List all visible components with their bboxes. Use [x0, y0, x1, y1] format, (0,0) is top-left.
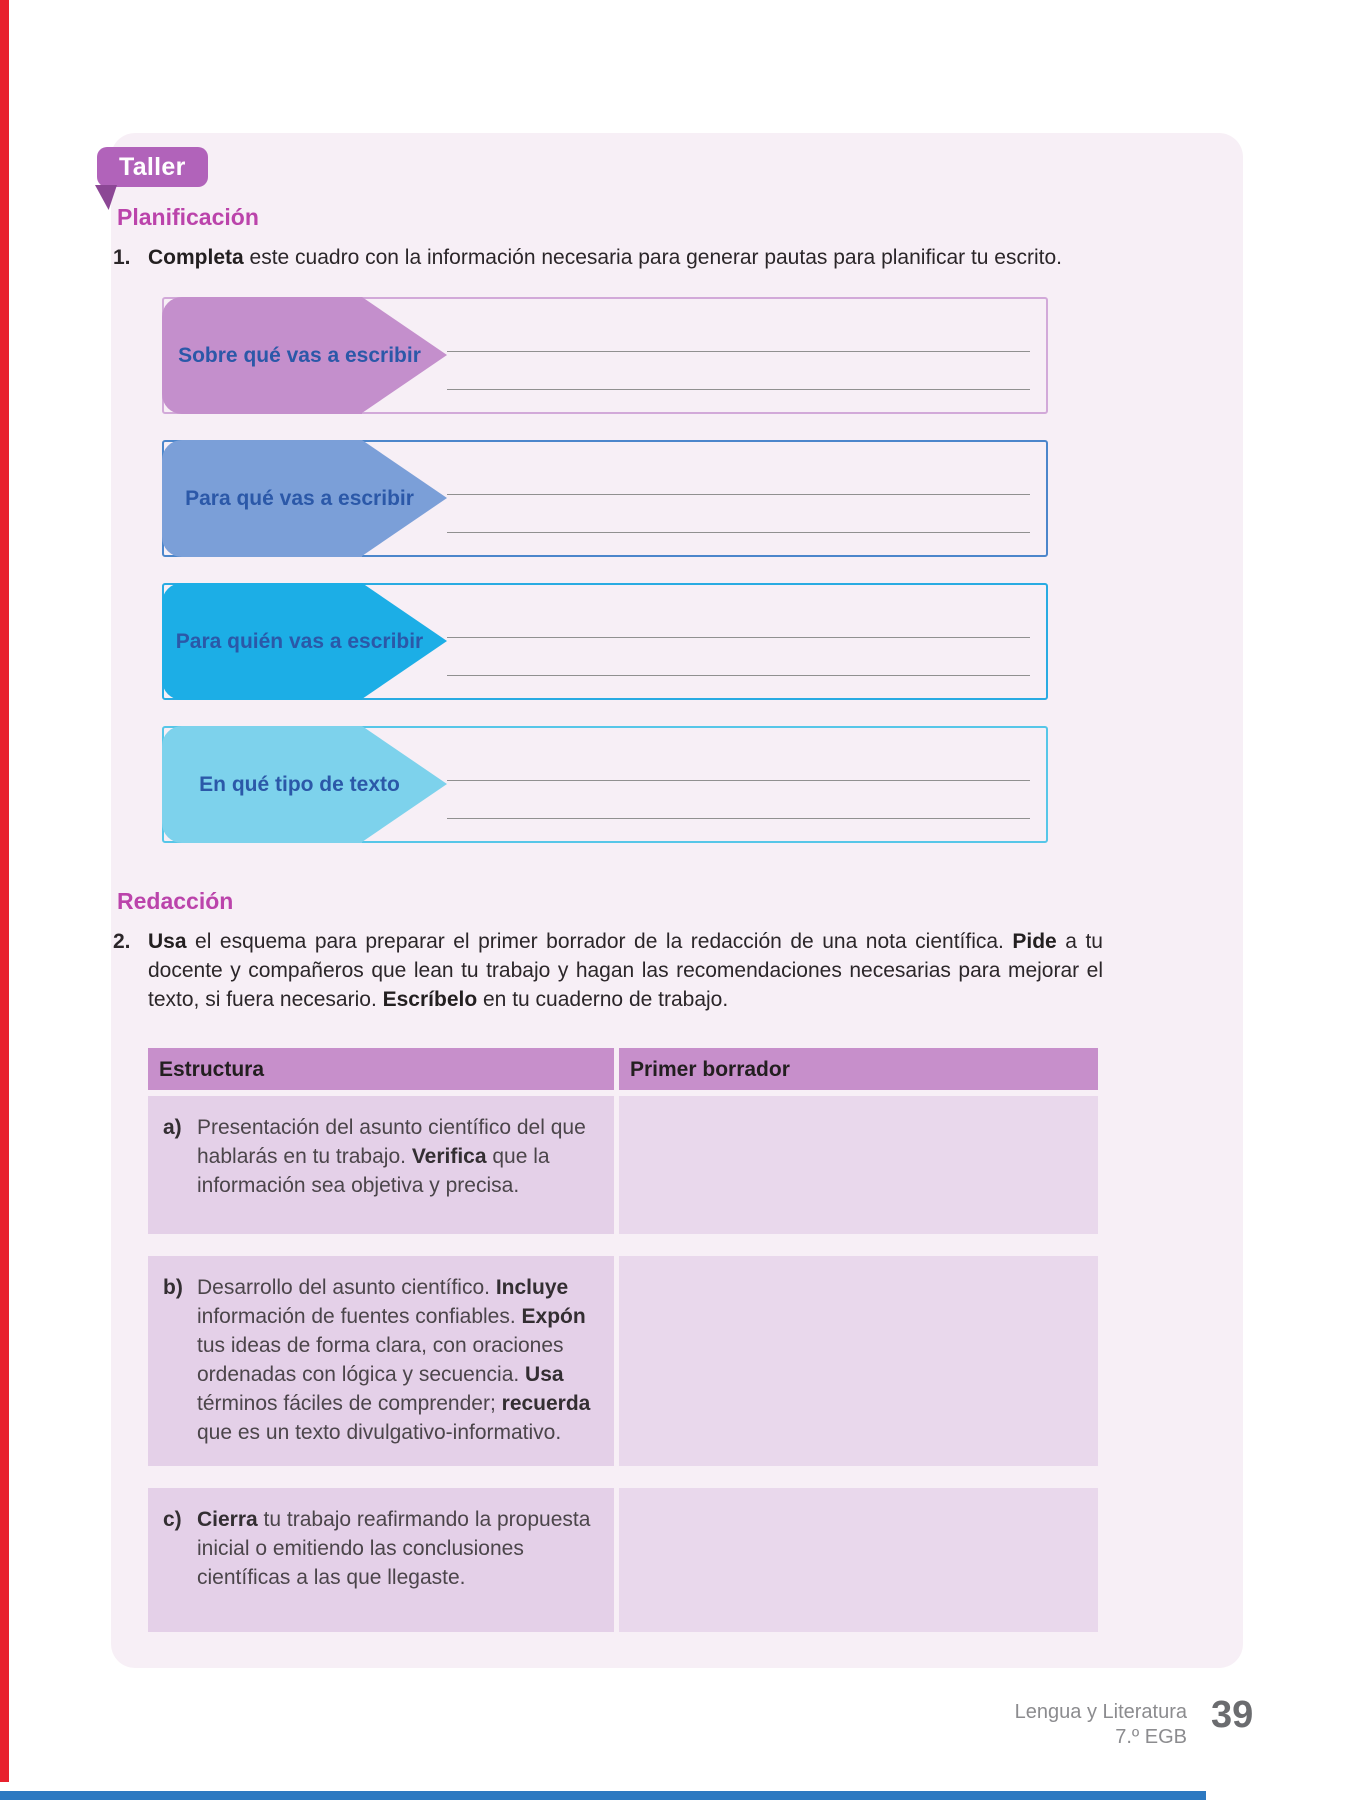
row-c-letter: c): [163, 1508, 182, 1531]
table-row-c-structure: [148, 1488, 614, 1632]
table-header-primer-borrador: Primer borrador: [619, 1048, 1098, 1090]
topic-arrow-shape: [162, 297, 421, 414]
table-row-a-draft: [619, 1096, 1098, 1234]
footer: [887, 1700, 1187, 1750]
planning-box-audience: [162, 583, 1048, 700]
planning-box-texttype: [162, 726, 1048, 843]
row-a-text: Presentación del asunto científico del que hablarás en tu trabajo. Verifica que la información sea objetiva y precisa.: [197, 1116, 586, 1197]
writing-line: [447, 675, 1030, 676]
redaccion-heading: Redacción: [117, 888, 234, 914]
instruction-2: [113, 927, 1103, 1014]
page-number: 39: [1211, 1694, 1254, 1736]
bottom-bleed-bar: [0, 1791, 1206, 1800]
table-row-b-structure: [148, 1256, 614, 1466]
audience-arrow-shape: [162, 583, 424, 700]
instruction-1: [113, 243, 1103, 272]
texttype-arrow-shape: [162, 726, 400, 843]
left-bleed-bar: [0, 0, 9, 1782]
taller-badge: [97, 147, 208, 187]
writing-line: [447, 780, 1030, 781]
writing-line: [447, 494, 1030, 495]
writing-line: [447, 389, 1030, 390]
planning-heading: Planificación: [117, 204, 259, 230]
purpose-arrow-label: Para qué vas a escribir: [185, 486, 414, 510]
taller-badge-label: Taller: [119, 153, 186, 181]
writing-line: [447, 818, 1030, 819]
instruction-1-text: Completa este cuadro con la información necesaria para generar pautas para planificar tu escrito.: [148, 246, 1062, 269]
row-b-letter: b): [163, 1276, 183, 1299]
table-header-estructura: Estructura: [148, 1048, 614, 1090]
planning-box-purpose: [162, 440, 1048, 557]
instruction-2-number: 2.: [113, 930, 131, 953]
footer-grade: 7.º EGB: [1115, 1726, 1187, 1748]
row-c-text: Cierra tu trabajo reafirmando la propuesta inicial o emitiendo las conclusiones científicas a las que llegaste.: [197, 1508, 591, 1589]
writing-line: [447, 637, 1030, 638]
footer-book-title: Lengua y Literatura: [1014, 1701, 1187, 1723]
row-a-letter: a): [163, 1116, 182, 1139]
texttype-arrow-label: En qué tipo de texto: [199, 772, 400, 796]
audience-arrow-label: Para quién vas a escribir: [175, 629, 424, 653]
row-b-text: Desarrollo del asunto científico. Incluye información de fuentes confiables. Expón tus ideas de forma clara, con oraciones ordenadas con lógica y secuencia. Usa términos fáciles de comprender; recuerda que es un texto divulgativo-informativo.: [197, 1276, 591, 1444]
instruction-2-text: Usa el esquema para preparar el primer borrador de la redacción de una nota científica. Pide a tu docente y compañeros que lean tu trabajo y hagan las recomendaciones necesarias para mejorar el texto, si fuera necesario. Escríbelo en tu cuaderno de trabajo.: [148, 930, 1103, 1011]
writing-line: [447, 532, 1030, 533]
purpose-arrow-shape: [162, 440, 414, 557]
instruction-1-number: 1.: [113, 246, 131, 269]
table-row-a-structure: [148, 1096, 614, 1234]
table-row-b-draft: [619, 1256, 1098, 1466]
topic-arrow-label: Sobre qué vas a escribir: [178, 343, 421, 367]
table-row-c-draft: [619, 1488, 1098, 1632]
planning-box-topic: [162, 297, 1048, 414]
writing-line: [447, 351, 1030, 352]
